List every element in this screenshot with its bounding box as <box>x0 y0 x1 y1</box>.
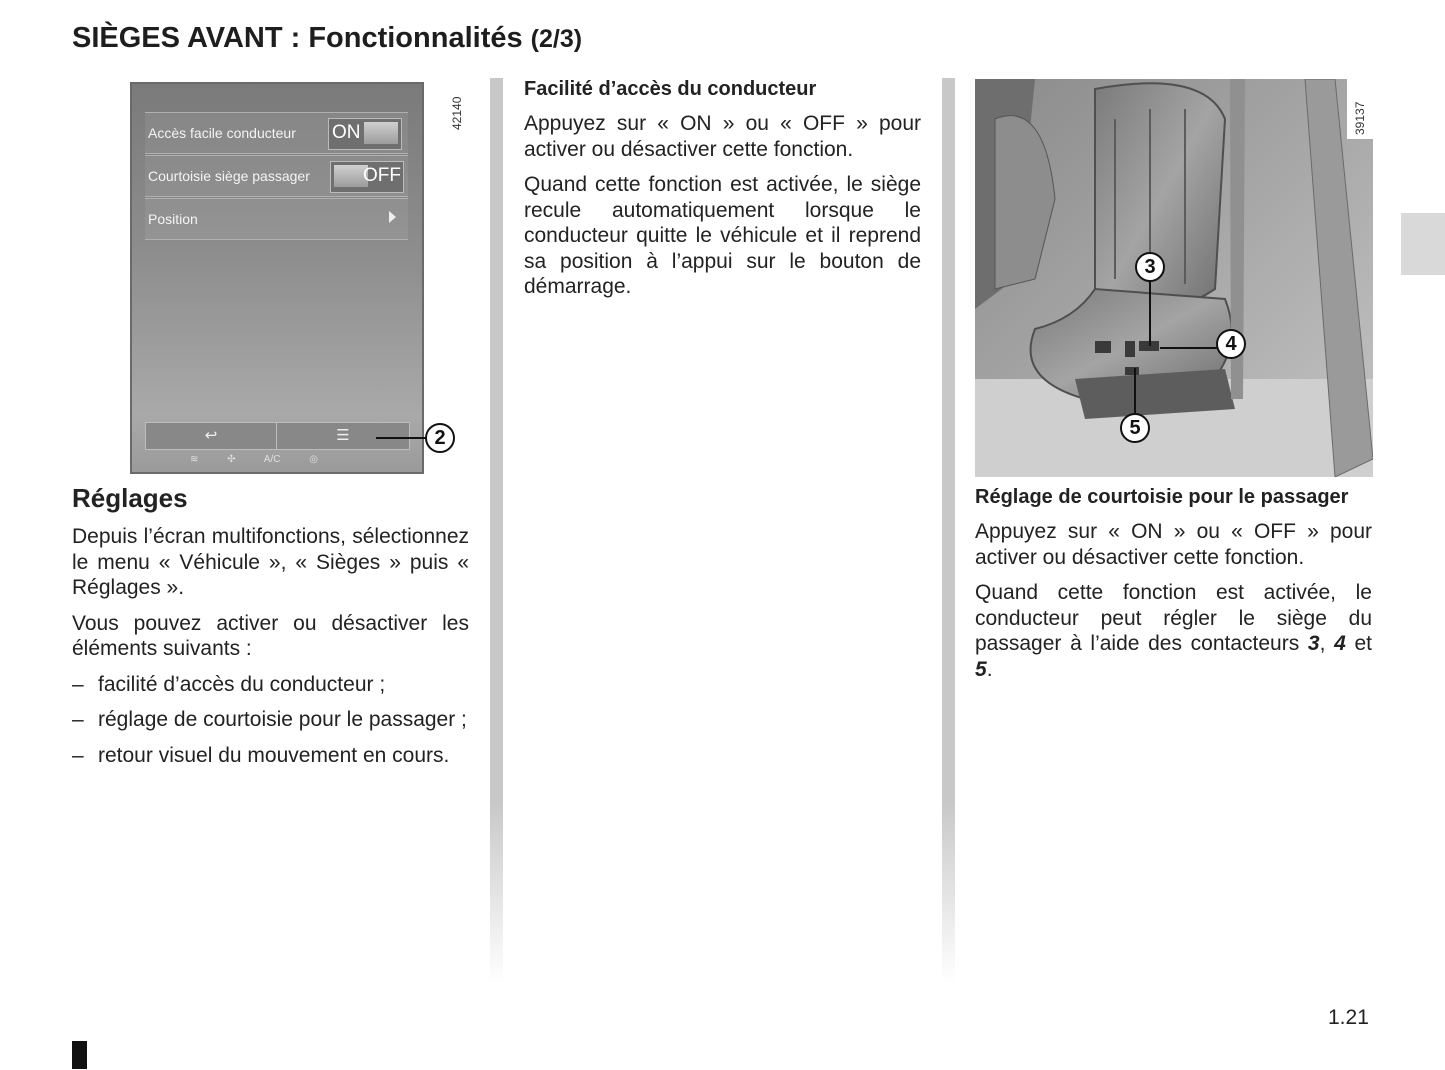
ref-5: 5 <box>975 657 987 681</box>
screen-row-label: Accès facile conducteur <box>148 125 296 141</box>
defrost-icon: ≋ <box>190 454 199 465</box>
callout-5-leader <box>1134 368 1136 413</box>
ref-4: 4 <box>1334 632 1346 655</box>
ac-label: A/C <box>263 454 281 465</box>
screen-bottom-bar <box>145 422 410 450</box>
screen-row-courtesy <box>145 155 408 197</box>
multifunction-screen-illustration <box>130 82 424 474</box>
screen-image-ref-number: 42140 <box>450 96 464 130</box>
seat-photo-drawing <box>975 79 1373 477</box>
ref-3: 3 <box>1307 632 1320 655</box>
chevron-right-icon <box>389 211 396 223</box>
page-title <box>72 22 582 55</box>
chapter-tab <box>1401 213 1445 275</box>
passenger-courtesy-heading: Réglage de courtoisie pour le passager <box>975 486 1349 508</box>
fan-icon: ✣ <box>227 454 236 465</box>
column-divider-left <box>490 78 503 983</box>
list-item: – facilité d’accès du conducteur ; <box>72 672 386 696</box>
callout-5: 5 <box>1120 413 1150 443</box>
column-driver-access <box>524 76 921 310</box>
toggle-state-text: ON <box>332 122 361 143</box>
page-corner-marker <box>72 1041 87 1069</box>
screen-row-label: Position <box>148 211 198 227</box>
page-number: 1.21 <box>1328 1006 1369 1029</box>
callout-3-leader <box>1149 281 1151 346</box>
page-title-text: SIÈGES AVANT : Fonctionnalités <box>72 22 523 54</box>
callout-2-leader <box>376 437 426 439</box>
screen-row-position <box>145 198 408 240</box>
page-title-subtitle: (2/3) <box>530 25 583 53</box>
settings-heading: Réglages <box>72 483 188 513</box>
toggle-state-text: OFF <box>363 165 401 186</box>
driver-access-paragraph: Quand cette fonction est activée, le siège recule automatiquement lorsque le conducteur quitte le véhicule et il reprend sa position à l’appui sur le bouton de démarrage. <box>524 173 921 298</box>
driver-access-heading: Facilité d’accès du conducteur <box>524 78 817 100</box>
screen-row-easy-access <box>145 112 408 154</box>
screen-row-label: Courtoisie siège passager <box>148 168 310 184</box>
callout-4-leader <box>1160 347 1217 349</box>
courtesy-toggle <box>330 161 404 193</box>
settings-paragraph: Depuis l’écran multifonctions, sélectionnez le menu « Véhicule », « Sièges » puis « Réglages ». <box>72 525 469 599</box>
recirculation-icon: ◎ <box>309 454 318 465</box>
settings-list <box>72 672 469 769</box>
list-item: – réglage de courtoisie pour le passager ; <box>72 708 467 731</box>
settings-paragraph: Vous pouvez activer ou désactiver les éléments suivants : <box>72 611 469 660</box>
seat-photo <box>975 79 1373 477</box>
column-divider-right <box>942 78 955 983</box>
passenger-courtesy-paragraph: Quand cette fonction est activée, le conducteur peut régler le siège du passager à l’aide des contacteurs 3, 4 et 5. <box>975 581 1373 681</box>
screen-climate-icons <box>190 454 344 465</box>
list-item: – retour visuel du mouvement en cours. <box>72 743 450 767</box>
driver-access-paragraph: Appuyez sur « ON » ou « OFF » pour activer ou désactiver cette fonction. <box>524 112 921 161</box>
easy-access-toggle <box>328 118 402 150</box>
menu-list-icon: ☰ <box>336 427 350 444</box>
callout-2: 2 <box>425 423 455 453</box>
toggle-knob <box>364 122 398 144</box>
column-passenger-courtesy <box>975 484 1372 692</box>
column-settings <box>72 483 469 778</box>
callout-4: 4 <box>1216 329 1246 359</box>
seat-image-ref-number: 39137 <box>1353 101 1367 135</box>
back-arrow-icon: ↩ <box>146 423 277 449</box>
passenger-courtesy-paragraph: Appuyez sur « ON » ou « OFF » pour activer ou désactiver cette fonction. <box>975 520 1372 569</box>
callout-3: 3 <box>1135 252 1165 282</box>
